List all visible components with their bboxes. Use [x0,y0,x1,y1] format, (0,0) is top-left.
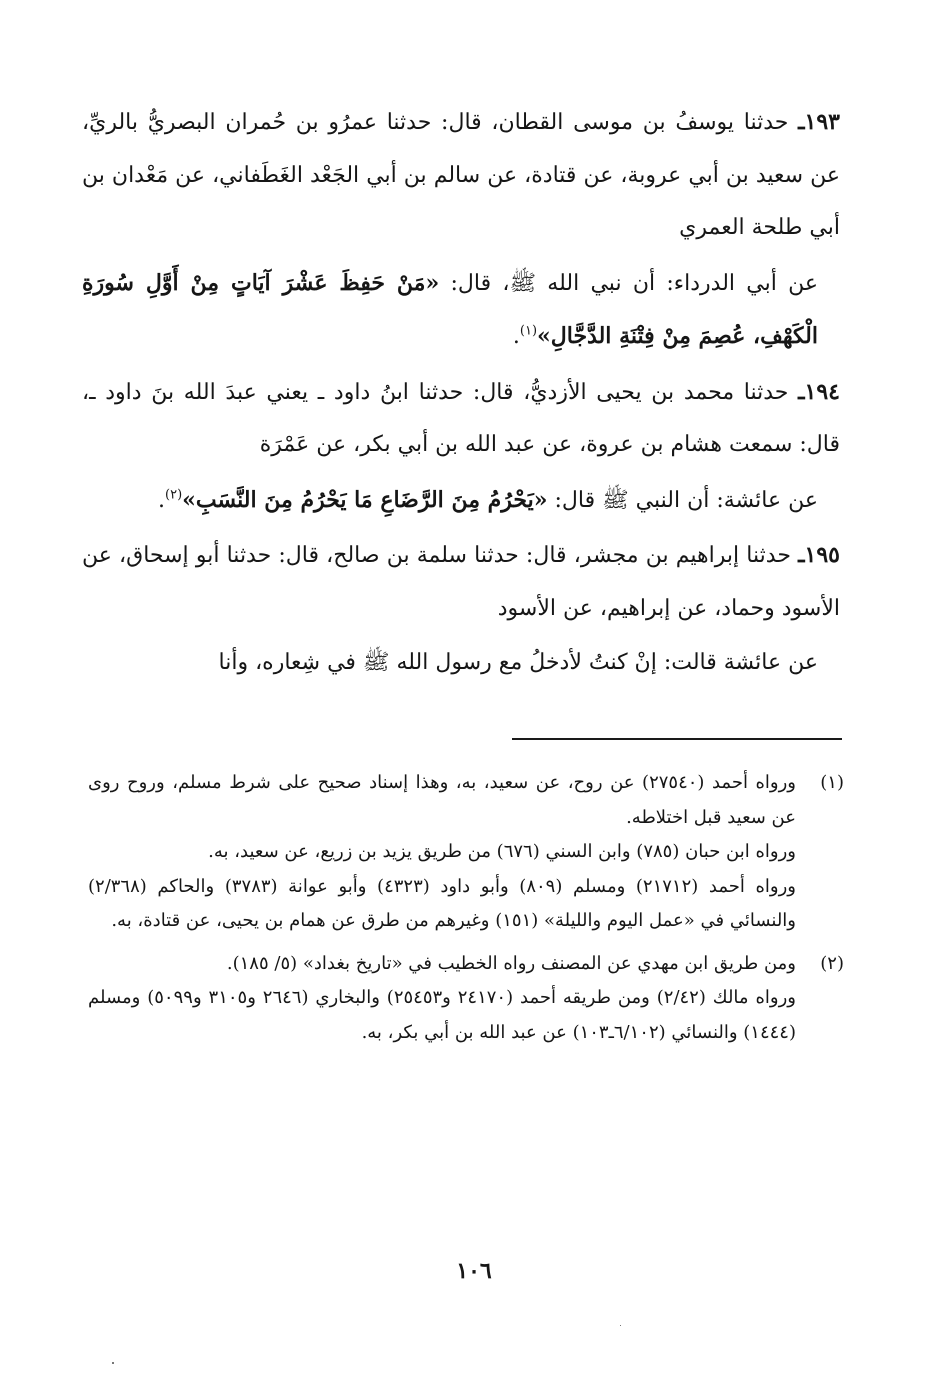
hadith-194-isnad [82,366,840,472]
matn-text: عن عائشة قالت: إنْ كنتُ لأدخلُ مع رسول الله ﷺ في شِعاره، وأنا [218,650,818,675]
sentence-end: . [512,324,520,349]
hadith-195-matn [82,637,840,690]
hadith-195-isnad [82,529,840,635]
hadith-number: ١٩٤ـ [798,378,840,405]
sentence-end: . [158,487,166,513]
footnote-paragraph: ورواه مالك (٢/٤٢) ومن طريقه أحمد (٢٤١٧٠ و٢٥٤٥٣) والبخاري (٢٦٤٦ و٣١٠٥ و٥٠٩٩) ومسلم (١٤٤٤) والنسائي (٦/١٠٢ـ١٠٣) عن عبد الله بن أبي بكر، به. [88,987,796,1043]
footnotes [88,766,844,1050]
footnote-paragraph: ورواه أحمد (٢١٧١٢) ومسلم (٨٠٩) وأبو داود (٤٣٢٣) وأبو عوانة (٣٧٨٣) والحاكم (٢/٣٦٨) والنسائي في «عمل اليوم والليلة» (١٥١) وغيرهم من طرق عن همام بن يحيى، عن قتادة، به. [88,875,796,931]
footnote-ref[interactable]: (١) [519,323,538,339]
prophetic-quote: «يَحْرُمُ مِنَ الرَّضَاعِ مَا يَحْرُمُ مِنَ النَّسَبِ» [182,486,548,513]
footnote-paragraph: ورواه أحمد (٢٧٥٤٠) عن روح، عن سعيد، به، وهذا إسناد صحيح على شرط مسلم، وروح روى عن سعيد قبل اختلاطه. [88,772,796,828]
hadith-193-isnad [82,96,840,255]
page-number: ١٠٦ [456,1258,492,1284]
isnad-text: حدثنا إبراهيم بن مجشر، قال: حدثنا سلمة بن صالح، قال: حدثنا أبو إسحاق، عن الأسود وحماد، عن إبراهيم، عن الأسود [82,543,840,621]
footnote-paragraph: ومن طريق ابن مهدي عن المصنف رواه الخطيب في «تاريخ بغداد» (٥/ ١٨٥). [226,952,796,974]
footnote-mark: (٢) [820,952,844,974]
matn-intro: عن أبي الدرداء: أن نبي الله ﷺ، قال: [439,270,818,296]
prophetic-quote: «مَنْ حَفِظَ عَشْرَ آيَاتٍ مِنْ أَوَّلِ سُورَةِ الْكَهْفِ، عُصِمَ مِنْ فِتْنَةِ الدَّجَّالِ» [82,269,818,349]
scan-speck [620,1325,621,1326]
hadith-number: ١٩٥ـ [798,542,840,568]
scan-speck [112,1362,114,1364]
hadith-number: ١٩٣ـ [798,109,840,135]
main-text [82,96,840,690]
hadith-193-matn [82,257,840,364]
footnote-separator [512,738,842,740]
hadith-194-matn [82,474,840,528]
isnad-text: حدثنا يوسفُ بن موسى القطان، قال: حدثنا عمرُو بن حُمران البصريُّ بالريِّ، عن سعيد بن أبي عروبة، عن قتادة، عن سالم بن أبي الجَعْد الغَطَفاني، عن مَعْدان بن أبي طلحة العمري [82,110,840,240]
footnote-1 [88,766,844,939]
matn-intro: عن عائشة: أن النبي ﷺ قال: [547,487,818,513]
isnad-text: حدثنا محمد بن يحيى الأزديُّ، قال: حدثنا ابنُ داود ـ يعني عبدَ الله بنَ داود ـ، قال: سمعت هشام بن عروة، عن عبد الله بن أبي بكر، عن عَمْرَة [82,379,840,457]
footnote-paragraph: ورواه ابن حبان (٧٨٥) وابن السني (٦٧٦) من طريق يزيد بن زريع، عن سعيد، به. [208,841,796,862]
footnote-ref[interactable]: (٢) [165,487,183,503]
footnote-2 [88,947,844,1051]
footnote-mark: (١) [820,772,844,793]
